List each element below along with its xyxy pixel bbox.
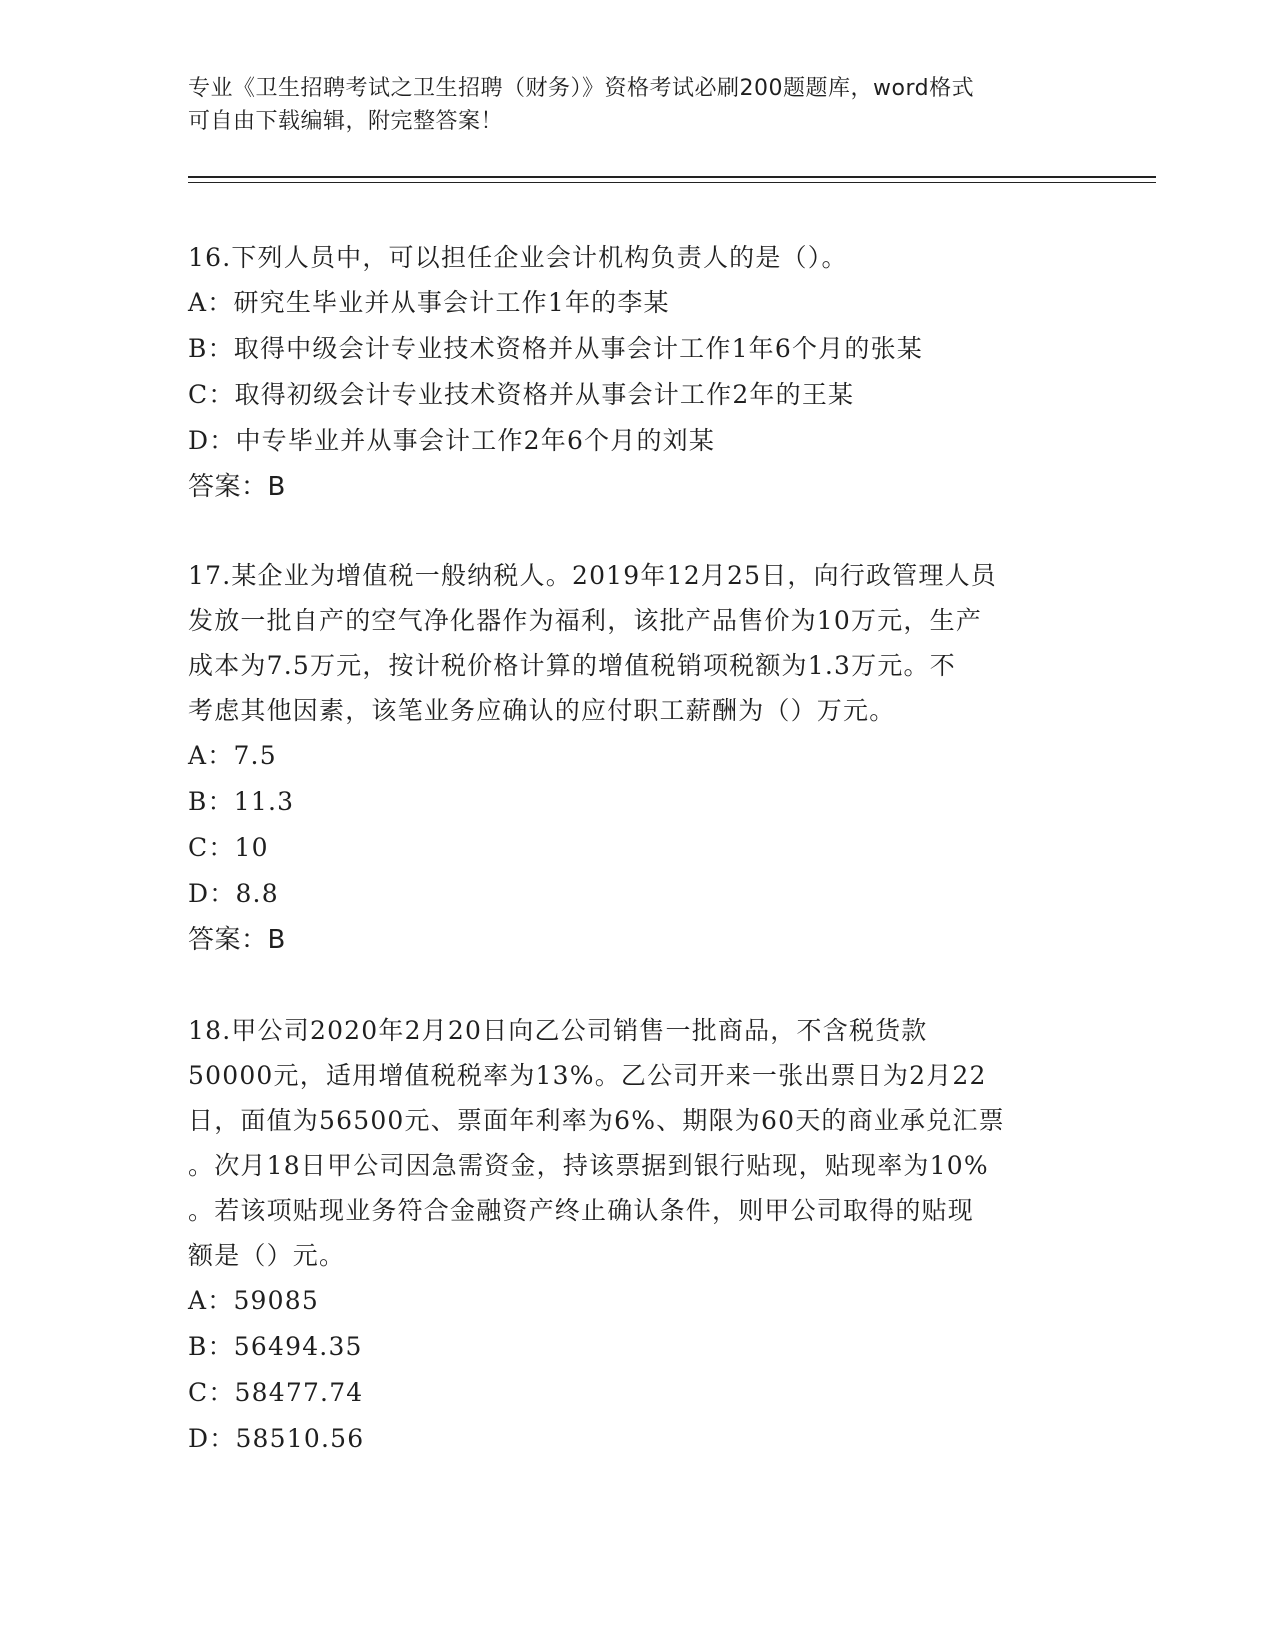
option-d: D：8.8 [188, 879, 279, 908]
option-c: C：取得初级会计专业技术资格并从事会计工作2年的王某 [188, 380, 855, 409]
stem-line: 。次月18日甲公司因急需资金，持该票据到银行贴现，贴现率为10% [188, 1151, 989, 1180]
option-d: D：中专毕业并从事会计工作2年6个月的刘某 [188, 426, 716, 455]
option-b: B：取得中级会计专业技术资格并从事会计工作1年6个月的张某 [188, 334, 923, 363]
header-title-line-2: 可自由下载编辑，附完整答案！ [188, 109, 504, 134]
option-c: C：10 [188, 833, 269, 862]
question-17 [188, 553, 1088, 963]
stem-line: 50000元，适用增值税税率为13%。乙公司开来一张出票日为2月22 [188, 1061, 987, 1090]
stem-line: 17.某企业为增值税一般纳税人。2019年12月25日，向行政管理人员 [188, 561, 998, 590]
stem-line: 18.甲公司2020年2月20日向乙公司销售一批商品，不含税货款 [188, 1016, 928, 1045]
stem-line: 成本为7.5万元，按计税价格计算的增值税销项税额为1.3万元。不 [188, 651, 956, 680]
stem-line: 日，面值为56500元、票面年利率为6%、期限为60天的商业承兑汇票 [188, 1106, 1005, 1135]
option-a: A：研究生毕业并从事会计工作1年的李某 [188, 288, 670, 317]
option-b: B：56494.35 [188, 1332, 363, 1361]
stem-line: 16.下列人员中，可以担任企业会计机构负责人的是（）。 [188, 243, 848, 272]
option-d: D：58510.56 [188, 1424, 365, 1453]
stem-line: 考虑其他因素，该笔业务应确认的应付职工薪酬为（）万元。 [188, 696, 896, 725]
question-16 [188, 235, 1088, 510]
question-18 [188, 1008, 1088, 1462]
option-c: C：58477.74 [188, 1378, 364, 1407]
header-title-line-1: 专业《卫生招聘考试之卫生招聘（财务）》资格考试必刷200题题库，word格式 [188, 76, 975, 101]
option-a: A：7.5 [188, 741, 277, 770]
answer-line: 答案：B [188, 925, 286, 955]
document-header [188, 72, 1088, 138]
option-b: B：11.3 [188, 787, 295, 816]
header-divider [188, 176, 1156, 183]
question-stem [188, 235, 1088, 280]
stem-line: 额是（）元。 [188, 1241, 346, 1270]
question-stem [188, 1008, 1088, 1278]
question-stem [188, 553, 1088, 733]
option-a: A：59085 [188, 1286, 319, 1315]
stem-line: 。若该项贴现业务符合金融资产终止确认条件，则甲公司取得的贴现 [188, 1196, 975, 1225]
stem-line: 发放一批自产的空气净化器作为福利，该批产品售价为10万元，生产 [188, 606, 983, 635]
answer-line: 答案：B [188, 472, 286, 502]
